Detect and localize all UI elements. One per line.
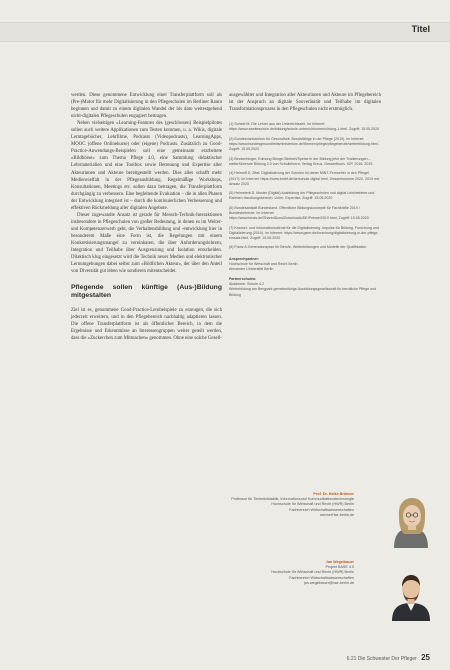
body-paragraph: Neben vielseitigen »Learning-Features des (geschlossen) Beispielpilotes sollen auch weitere Applikationen zum Testen kommen, u. a. Wikis, digitale Lerntagebücher, Lehrfilme, Podcasts (Videopodcasts), LearningApps, MOOC (offene Onlinekurse) oder (eigene) Podcasts. Zusätzlich zu Good-Practice-Anwendungs-Beispielen soll eine gemeinsam erarbeitete »Bildbörse« zum Thema Pflege 4.0, eine Sammlung didaktischer Lehrmaterialien und eine Toolbox sowie Betreuung und Expertise aller Akteurinnen und Akteure bereitgestellt werden. Dies alles schafft mehr Medienvielfalt in der Pflegeausbildung. Regelmäßige Workshops, Konsultationen, Meetings etc. sollen dazu beitragen, die Transferplattform durchgängig zu verbessern. Eine begleitende Evaluation – die in allen Phasen der Entwicklung integriert ist – durch die kontinuierlichen Verbesserung und effektiven Rückmeldung aller digitalen Angebote. [71,121,222,211]
left-column [71,92,222,342]
author-email: wennerHwr-berlin.de [319,512,354,517]
reference-item: (5) Helmstedt D. Muster (Digital) Ausbildung der Pflegeschulen und digital Lehrbetriebe und Rahmen Handlungsbereich. Unter: Expertise, Zugriff: 15.05.2020 [229,191,375,201]
contact-heading: Partnerschulen: [229,276,257,281]
body-paragraph: ausgewählter und Integration aller Akteurinnen und Akteure im Pflegebereich ist der Anspruch an digitale Souveränität und Teilhabe im digitalen Transformationsprozess in den Pflegeschulen nicht erstmöglich. [229,93,381,113]
body-paragraph: Dieser zugewandte Ansatz ist gerade für Mensch-Technik-Interaktionen insbesondere in Pflegeschulen von großer Bedeutung, in denen es im Weiter- und Kompetenzerwerb geht, die Verhaltensbildung und -entwicklung hier in besonderem Maße eine Form ist, die Regelungen mit einem Konkretisierungsmangel zu vereinbaren, die über Anforderungslehrern, Integration und Teilhabe über Ausgrenzung und Isolation entscheiden. Dilaktisch klug eingesetzt wird die Technik neuer Medien und elektronischer Lernumgebungen dabei selbst zum »Bildlichen Akteur«, der über den Anteil von Diversität gut leben wie sondieren mitentscheidet. [71,212,222,275]
page-number: 25 [421,653,430,662]
author-line: Hochschule für Wirtschaft und Recht (HWR) Berlin [271,502,354,507]
page-footer [347,653,430,662]
contact-line: Alexander Universität Berlin [229,267,274,272]
journal-name: 6.21 Die Schwester Der Pfleger [346,656,417,662]
contact-line: Akademie: Schule 4.2 [229,281,264,286]
contact-info [229,257,381,298]
header-band [0,22,450,42]
contact-block [229,257,381,273]
author-line: Fachbereich Wirtschaftswissenschaften [289,507,354,512]
reference-item: (3) Beckenhinger, Edmung Bünge-Stiebert/Spelse in der Bildung jetzt der Tradierungen – weiterführende Bildung 2.0 von Schullehrern, Verlag Kreuz, Gesamtbuch. IGP, 2016, 2015 [229,156,373,166]
section-title: Titel [411,24,430,34]
author-info [271,560,354,586]
contact-heading: Ansprechpartner: [229,256,260,261]
contact-line: Hochschule für Wirtschaft und Recht Berlin [229,262,298,267]
body-paragraph: werden. Diese genommene Entwicklung einer Transferplattform soll als (Pre-)Motor für mehr Digitalisierung in den Pflegeschulen im Berliner Raum beginnen und damit zu einem digitalen Wandel der bis dato weitestgehend nicht-digitalen Pflegeschulen engagiert beitragen. [71,93,222,120]
body-paragraph: Ziel ist es, genommene Good-Practice-Lernbeispiele zu erzeugen, die sich jederzeit erweitern, und in den Pflegebereich nachhaltig adaptieren lassen. Die offene Transferplattform ist als öffentlicher Bereich, in dem die Ergebnisse und Erkenntnisse an Interessengruppen weiter geteilt werden, dass die »Zuckerchen zum Mitmachen« genommen. Ohne eine solche Gesell- [71,307,222,341]
author-name: Prof. Dr. Heike Brünner [313,492,354,496]
reference-item: (4) Helmoff D. Zitat: Digitalisierung der Schulen ist daher MINT-Fernseher in den Pflege! (2017): Im Internet: https://www.bmbf.de/de/schule-digital.html, Gesamtsumme 2020, 2019 mit Ansatz 2020 [229,171,379,186]
reference-item: (6) Bundesanstalt Bundesland. Öffentliche Bildungskonzepte für Fachkräfte 2019 / Bundesbehörde. Im Internet: https://www.bmas.de/SharedDocs/Downloads/DE/Presse/2019.html, Zugriff: 15.05.2020 [229,205,369,221]
contact-block [229,277,381,298]
right-column [229,92,381,302]
contact-line: Weiterbildung am Bergpark gemeinnützige Ausbildungsgesellschaft für berufliche Pflege und Bildung [229,287,377,297]
author-info [231,492,354,518]
reference-item: (1) Scheid M. Die Lehrer aus der Unterrichtszeit. Im Internet: https://www.zweiteschule.de/bildung/schule-unterricht/unterrichtung-1.html, Zugriff: 15.05.2020 [229,122,380,132]
author-name: Jan Wegelbauer [325,560,354,564]
reference-item: (7) Krauser- und Informationsdienst für die Digitalisierung. Impulse für Bildung. Forschung und Digitalisierung (2019). Im Internet: https://www.gsmr.de/forschung/digitalisierung-in-der-pflege-einsatz.html, Zugriff: 15.05.2020 [229,225,379,241]
reference-item: (2) Bundesministerium für Gesundheit. Berufsfähige in der Pflege (2019). Im Internet: https://www.bundesgesundheitsministerium.de/themen/pflege/pflegeberufe/weiterbildung.html, Zugriff: 15.05.2020 [229,136,379,152]
author-line: Professur für Technikdidaktik, Informationsund Kommunikationstechnologie [231,497,354,502]
author-email: jan.wegelbauer@hwr-berlin.de [303,580,354,585]
author-line: Hochschule für Wirtschaft und Recht (HWR) Berlin [271,570,354,575]
subheading: Pflegende sollen künftige (Aus-)Bildung mitgestalten [71,284,222,300]
author-photo [380,567,442,621]
author-photo [380,494,442,548]
reference-item: (8) Franz A.Generationsplan für Berufe, Weiterbildungen und Modelle der Qualifikation [229,245,367,250]
reference-list [229,122,381,251]
author-line: Fachbereich Wirtschaftswissenschaften [289,575,354,580]
author-line: Projekt BASE 4.0 [325,565,354,570]
